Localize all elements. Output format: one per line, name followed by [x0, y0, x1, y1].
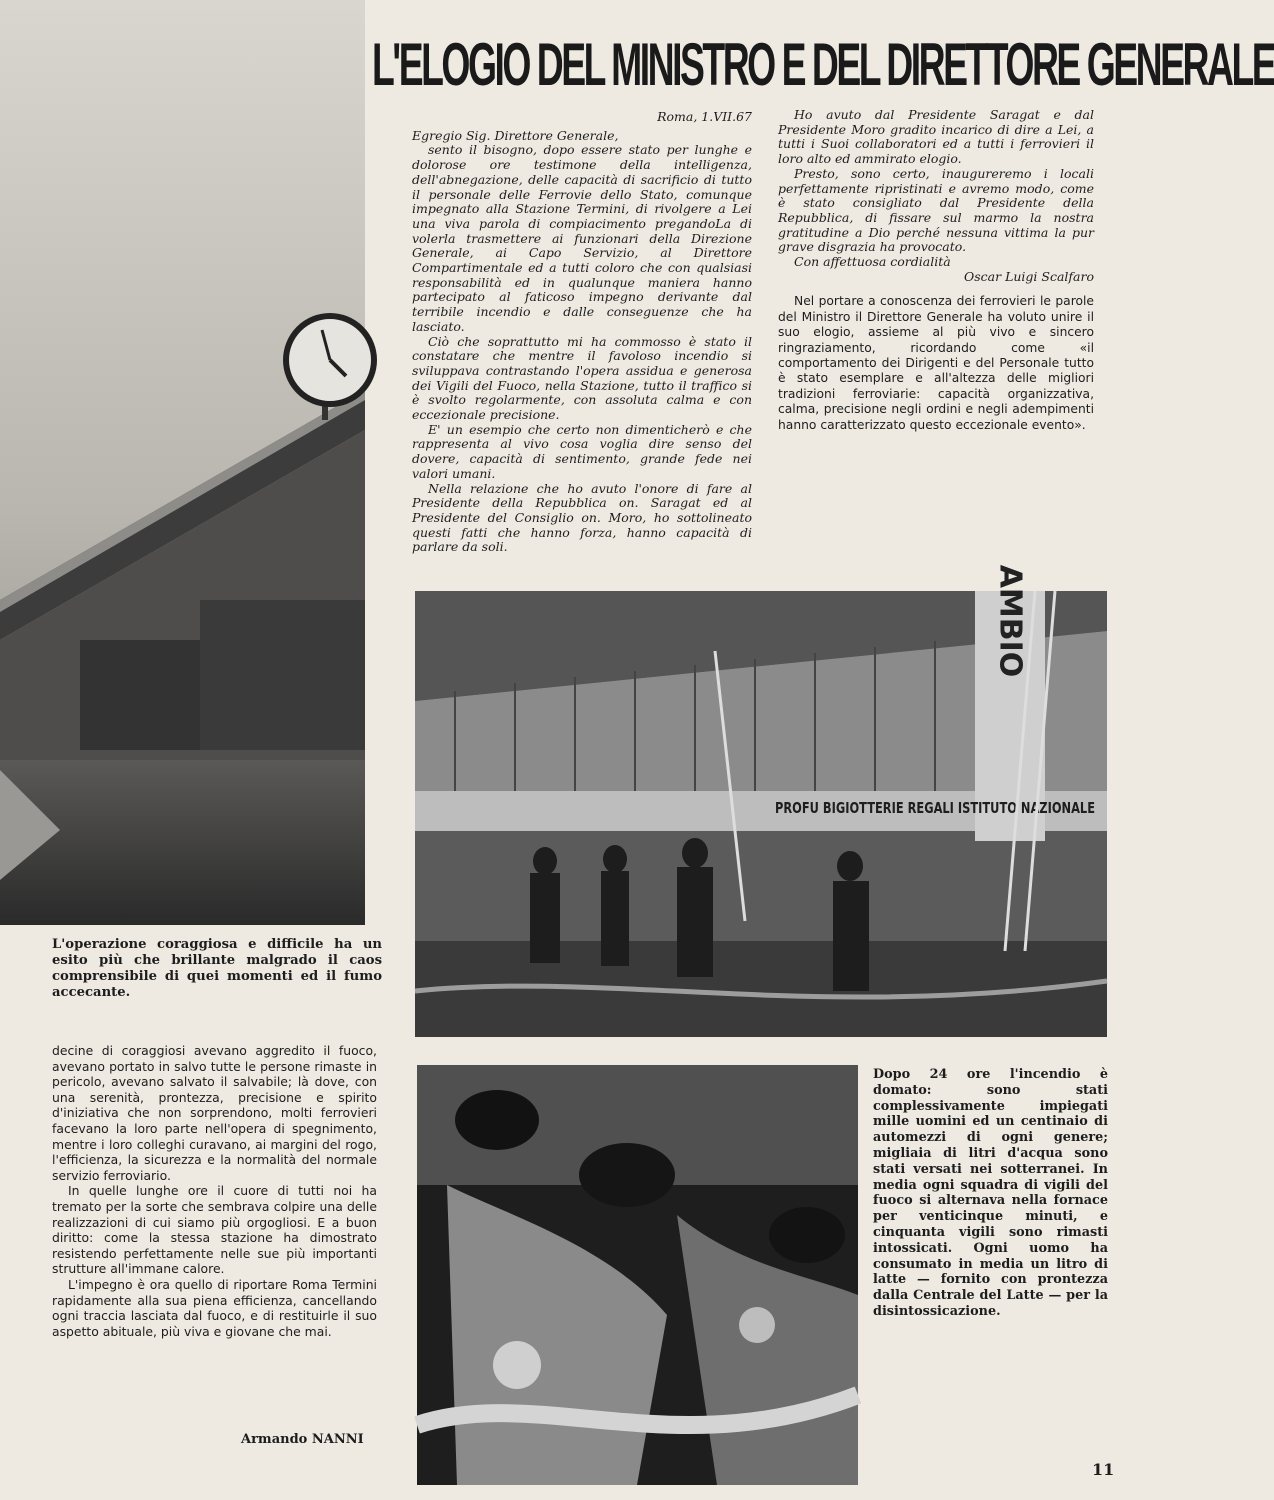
letter-signature: Oscar Luigi Scalfaro: [964, 268, 1094, 284]
photo-firemen-underground: [417, 1065, 858, 1485]
letter-closing: Con affettuosa cordialità: [794, 254, 951, 270]
letter-paragraph: Presto, sono certo, inaugureremo i locali perfettamente ripristinati e avremo modo, come è stato consigliato dal Presidente della Repubblica, di fissare sul marmo la nostra gratitudine a Dio perché nessuna vittima la pur grave disgrazia ha provocato.: [778, 165, 1094, 255]
photo-station-canopy: [0, 0, 365, 925]
caption-left: L'operazione coraggiosa e difficile ha un esito più che brillante malgrado il caos comprensibile di quei momenti ed il fumo accecante.: [52, 937, 382, 1001]
sign-shops: PROFU BIGIOTTERIE REGALI ISTITUTO NAZIONALE: [775, 799, 1095, 817]
letter-dateline: Roma, 1.VII.67: [657, 109, 752, 124]
sign-ambio: AMBIO: [992, 564, 1028, 678]
letter-paragraph: Ho avuto dal Presidente Saragat e dal Presidente Moro gradito incarico di dire a Lei, a tutti i Suoi collaboratori ed a tutti i ferrovieri il loro alto ed ammirato elogio.: [778, 107, 1094, 167]
body-paragraph: In quelle lunghe ore il cuore di tutti noi ha tremato per la sorte che sembrava colpire una delle realizzazioni di cui siamo più orgogliosi. E a buon diritto: come la stessa stazione ha dimostrato resistendo perfettamente nelle sue più importanti strutture all'immane calore.: [52, 1183, 377, 1277]
director-note: Nel portare a conoscenza dei ferrovieri le parole del Ministro il Direttore Generale ha voluto unire il suo elogio, assieme al più vivo e sincero ringraziamento, ricordando come «il comportamento dei Dirigenti e del Personale tutto è stato esemplare e all'altezza delle migliori tradizioni ferroviarie: capacità organizzativa, calma, precisione negli ordini e negli adempimenti hanno caratterizzato questo eccezionale evento».: [778, 294, 1094, 432]
letter-paragraph: Ciò che soprattutto mi ha commosso è stato il constatare che mentre il favoloso incendio si sviluppava contrastando l'opera assidua e generosa dei Vigili del Fuoco, nella Stazione, tutto il traffico si è svolto regolarmente, con assoluta calma e con eccezionale precisione.: [412, 333, 752, 423]
body-paragraph: decine di coraggiosi avevano aggredito il fuoco, avevano portato in salvo tutte le persone rimaste in pericolo, avevano salvato il salvabile; là dove, con una serenità, prontezza, precisione e spirito d'iniziativa che non sorprendono, molti ferrovieri facevano la loro parte nell'opera di spegnimento, mentre i loro colleghi curavano, ai margini del rogo, l'efficienza, la sicurezza e la normalità del normale servizio ferroviario.: [52, 1043, 377, 1183]
body-paragraph: L'impegno è ora quello di riportare Roma Termini rapidamente alla sua piena efficienza, cancellando ogni traccia lasciata dal fuoco, e di restituirle il suo aspetto abituale, più viva e giovane che mai.: [52, 1276, 377, 1339]
letter-paragraph: Nella relazione che ho avuto l'onore di fare al Presidente della Repubblica on. Saragat ed al Presidente del Consiglio on. Moro, ho sottolineato questi fatti che hanno forza, hanno capacità di parlare da soli.: [412, 480, 752, 555]
page-number: 11: [1092, 1460, 1115, 1479]
article-body: [52, 1043, 377, 1339]
letter-column-2: [778, 108, 1094, 588]
article-title: L'ELOGIO DEL MINISTRO E DEL DIRETTORE GENERALE: [372, 31, 1274, 98]
letter-paragraph: sento il bisogno, dopo essere stato per lunghe e dolorose ore testimone della intelligenza, dell'abnegazione, delle capacità di sacrificio di tutto il personale delle Ferrovie dello Stato, comunque impegnato alla Stazione Termini, di rivolgere a Lei una viva parola di compiacimento pregandoLa di volerla trasmettere ai funzionari della Direzione Generale, ai Capo Servizio, al Direttore Compartimentale ed a tutti coloro che con qualsiasi responsabilità ed in qualunque maniera hanno partecipato al faticoso impegno derivante dal terribile incendio e dalle conseguenze che ha lasciato.: [412, 142, 752, 334]
article-author: Armando NANNI: [241, 1432, 364, 1447]
letter-paragraph: E' un esempio che certo non dimenticherò e che rappresenta al vivo cosa voglia dire senso del dovere, capacità di sentimento, grande fede nei valori umani.: [412, 421, 752, 481]
letter-column-1: [412, 110, 752, 580]
caption-right: Dopo 24 ore l'incendio è domato: sono stati complessivamente impiegati mille uomini ed un centinaio di automezzi di ogni genere; migliaia di litri d'acqua sono stati versati nei sotterranei. In media ogni squadra di vigili del fuoco si alternava nella fornace per venticinque minuti, e cinquanta vigili sono rimasti intossicati. Ogni uomo ha consumato in media un litro di latte — fornito con prontezza dalla Centrale del Latte — per la disintossicazione.: [873, 1067, 1108, 1319]
letter-salutation: Egregio Sig. Direttore Generale,: [412, 127, 619, 143]
photo-firemen-facade: [415, 564, 1107, 1037]
